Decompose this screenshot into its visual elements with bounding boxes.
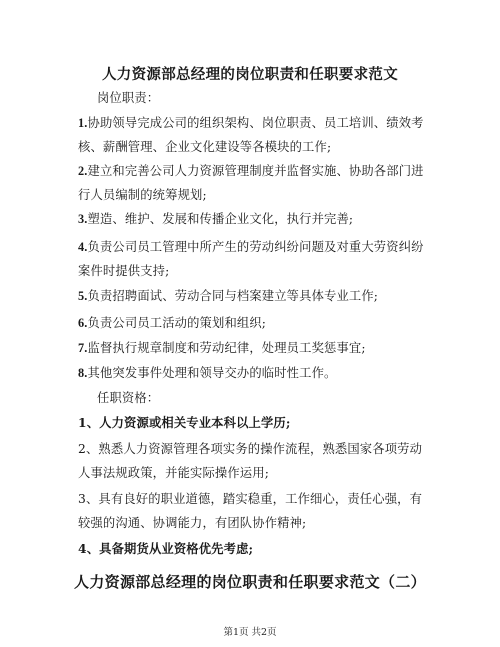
requirement-item-1: 1、人力资源或相关专业本科以上学历; <box>78 415 291 430</box>
requirement-item-3: 3、具有良好的职业道德，踏实稳重，工作细心，责任心强，有较强的沟通、协调能力，有团队协作精神; <box>78 492 423 530</box>
duty-number: 4. <box>78 240 88 254</box>
duty-text: 负责公司员工管理中所产生的劳动纠纷问题及对重大劳资纠纷案件时提供支持; <box>78 240 424 278</box>
duty-item-7 <box>78 336 430 360</box>
duties-heading: 岗位职责： <box>97 91 160 105</box>
duty-text: 监督执行规章制度和劳动纪律，处理员工奖惩事宜; <box>87 341 366 355</box>
duty-item-3 <box>78 207 430 231</box>
duty-item-2 <box>78 159 430 207</box>
duty-number: 2. <box>78 164 88 178</box>
duty-item-6 <box>78 311 430 335</box>
duty-number: 5. <box>78 289 88 303</box>
requirement-item-2: 2、熟悉人力资源管理各项实务的操作流程，熟悉国家各项劳动人事法规政策，并能实际操作运用; <box>78 442 423 480</box>
duty-item-8 <box>78 361 430 385</box>
requirement-item-4: 4、具备期货从业资格优先考虑; <box>78 541 254 556</box>
duty-number: 1. <box>78 116 88 130</box>
duty-item-5 <box>78 284 430 308</box>
duty-item-1 <box>78 111 430 159</box>
duty-text: 协助领导完成公司的组织架构、岗位职责、员工培训、绩效考核、薪酬管理、企业文化建设等各模块的工作; <box>78 116 424 154</box>
requirements-heading: 任职资格： <box>97 391 160 405</box>
duty-text: 其他突发事件处理和领导交办的临时性工作。 <box>87 366 337 380</box>
next-section-title: 人力资源部总经理的岗位职责和任职要求范文（二） <box>74 573 426 591</box>
duty-number: 8. <box>78 366 88 380</box>
duty-text: 负责公司员工活动的策划和组织; <box>87 316 267 330</box>
duty-number: 3. <box>78 212 88 226</box>
page-footer: 第1页 共2页 <box>223 627 277 638</box>
duty-item-4 <box>78 235 430 283</box>
duty-text: 塑造、维护、发展和传播企业文化，执行并完善; <box>87 212 354 226</box>
duty-number: 6. <box>78 316 88 330</box>
duty-number: 7. <box>78 341 88 355</box>
duty-text: 建立和完善公司人力资源管理制度并监督实施、协助各部门进行人员编制的统筹规划; <box>78 164 424 202</box>
duty-text: 负责招聘面试、劳动合同与档案建立等具体专业工作; <box>87 289 379 303</box>
document-title: 人力资源部总经理的岗位职责和任职要求范文 <box>102 66 398 83</box>
